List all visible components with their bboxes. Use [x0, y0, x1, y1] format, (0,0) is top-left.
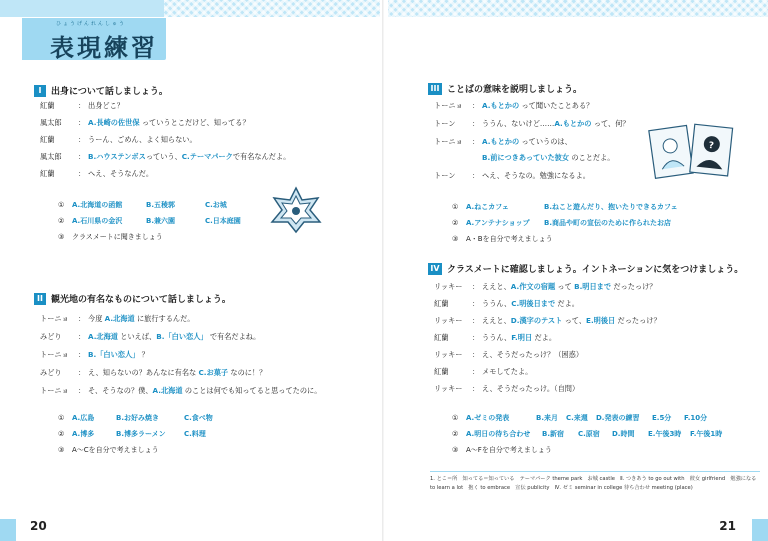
- option-b: B.ねこと遊んだり、抱いたりできるカフェ: [544, 203, 678, 211]
- section-3-heading: [428, 82, 582, 95]
- option-c: C.食べ物: [184, 414, 213, 422]
- section-4-heading: [428, 262, 743, 275]
- blank-highlight: D.漢字のテスト: [510, 316, 563, 325]
- top-band-pattern-right: [388, 0, 768, 17]
- section-4-badge: IV: [428, 263, 442, 275]
- blank-highlight: A.作文の宿題: [510, 282, 556, 291]
- blank-highlight: B.「白い恋人」: [156, 332, 208, 341]
- speaker: 紅蘭: [434, 333, 449, 342]
- speaker: 紅蘭: [40, 101, 55, 110]
- blank-highlight: B.前につきあっていた彼女: [482, 153, 570, 162]
- option-number: ②: [452, 219, 459, 227]
- title-ruby: ひょうげんれんしゅう: [56, 21, 127, 27]
- line-text: って、: [562, 316, 587, 325]
- line-text: っていう、: [145, 152, 182, 161]
- speaker: リッキー: [434, 282, 463, 291]
- option-number: ②: [58, 217, 65, 225]
- option-a: A.ゼミの発表: [466, 414, 510, 422]
- speaker: トーニョ: [434, 137, 463, 146]
- line-text: ？: [139, 350, 149, 359]
- blank-highlight: C.テーマパーク: [181, 152, 233, 161]
- option-number: ③: [58, 446, 65, 454]
- dialogue-line: 紅蘭 ： 出身どこ？: [40, 101, 124, 110]
- speaker: トーン: [434, 119, 456, 128]
- line-text: のことは何でも知ってると思ってたのに。: [182, 386, 322, 395]
- option-instruction: A・Bを自分で考えましょう: [466, 235, 553, 243]
- option-instruction: A〜Fを自分で考えましょう: [466, 446, 552, 454]
- dialogue-line: トーン ： ううん、ないけど……A.もとかの って、何？: [434, 119, 630, 128]
- line-text: へえ、そうなの。勉強になるよ。: [482, 171, 590, 180]
- top-band-edge: [0, 0, 164, 17]
- option-instruction: クラスメートに聞きましょう: [72, 233, 163, 241]
- option-number: ①: [452, 414, 459, 422]
- option-b: B.新宿: [542, 430, 564, 438]
- top-band-pattern-left: [164, 0, 380, 17]
- option-d: D.発表の練習: [596, 414, 640, 422]
- option-b: B.五稜郭: [146, 201, 175, 209]
- section-3-title: ことばの意味を説明しましょう。: [447, 85, 583, 95]
- option-d: D.時間: [612, 430, 635, 438]
- section-4-title: クラスメートに確認しましょう。イントネーションに気をつけましょう。: [447, 265, 744, 275]
- line-text: メモしてたよ。: [482, 367, 533, 376]
- dialogue-line: トーニョ ： A.もとかの って聞いたことある？: [434, 101, 594, 110]
- page-title: 表現練習: [50, 34, 158, 62]
- line-text: っていうとこだけど、知ってる？: [139, 118, 250, 127]
- line-text: え、知らないの？あんなに有名な: [88, 368, 199, 377]
- dialogue-line: 風太郎 ： A.長崎の佐世保 っていうとこだけど、知ってる？: [40, 118, 250, 127]
- dialogue-line: みどり ： え、知らないの？あんなに有名な C.お菓子 なのに！？: [40, 368, 267, 377]
- line-text: で有名なんだよ。: [232, 152, 291, 161]
- line-text: ううん、: [482, 333, 512, 342]
- speaker: 風太郎: [40, 152, 62, 161]
- section-1-heading: [34, 84, 168, 97]
- option-a: A.明日の待ち合わせ: [466, 430, 531, 438]
- option-number: ③: [452, 235, 459, 243]
- line-text: って: [555, 282, 575, 291]
- line-text: ええと、: [482, 316, 511, 325]
- option-e: E.午後3時: [648, 430, 682, 438]
- option-c: C.日本庭園: [205, 217, 241, 225]
- star-fort-illustration: [268, 186, 324, 234]
- section-1-badge: I: [34, 85, 46, 97]
- speaker: みどり: [40, 368, 62, 377]
- speaker: リッキー: [434, 350, 463, 359]
- blank-highlight: C.お菓子: [198, 368, 229, 377]
- line-text: うーん、ごめん、よく知らない。: [88, 135, 197, 144]
- line-text: なのに！？: [228, 368, 267, 377]
- dialogue-line: トーニョ ： A.もとかの っていうのは、: [434, 137, 572, 146]
- option-number: ②: [58, 430, 65, 438]
- speaker: 紅蘭: [40, 169, 55, 178]
- dialogue-line: [434, 152, 614, 163]
- blank-highlight: A.長崎の佐世保: [88, 118, 140, 127]
- option-number: ①: [452, 203, 459, 211]
- line-text: って、何？: [591, 119, 630, 128]
- option-a: A.アンテナショップ: [466, 219, 530, 227]
- title-block: [22, 18, 166, 60]
- option-f: F.午後1時: [690, 430, 723, 438]
- option-e: E.5分: [652, 414, 672, 422]
- option-a: A.石川県の金沢: [72, 217, 123, 225]
- line-text: え、そうだったっけ。（自問）: [482, 384, 580, 393]
- speaker: トーニョ: [40, 314, 69, 323]
- option-number: ②: [452, 430, 459, 438]
- line-text: だよ。: [555, 299, 579, 308]
- line-text: ええと、: [482, 282, 511, 291]
- option-c: C.料理: [184, 430, 206, 438]
- option-a: A.ねこカフェ: [466, 203, 509, 211]
- blank-highlight: B.「白い恋人」: [88, 350, 140, 359]
- option-c: C.お城: [205, 201, 227, 209]
- line-text: そ、そうなの？僕、: [88, 386, 153, 395]
- line-text: だったっけ？: [615, 316, 661, 325]
- option-a: A.博多: [72, 430, 95, 438]
- speaker: トーニョ: [434, 101, 463, 110]
- blank-highlight: A.もとかの: [482, 137, 520, 146]
- dialogue-line: 紅蘭 ： ううん、F.明日 だよ。: [434, 333, 557, 342]
- option-a: A.北海道の函館: [72, 201, 123, 209]
- option-b: B.来月: [536, 414, 558, 422]
- blank-highlight: C.明後日まで: [511, 299, 556, 308]
- speaker: リッキー: [434, 384, 463, 393]
- blank-highlight: A.もとかの: [482, 101, 520, 110]
- option-number: ①: [58, 201, 65, 209]
- option-c: C.原宿: [578, 430, 600, 438]
- blank-highlight: A.北海道: [152, 386, 183, 395]
- torn-photo-illustration: [648, 122, 734, 184]
- dialogue-line: トーン ： へえ、そうなの。勉強になるよ。: [434, 171, 590, 180]
- dialogue-line: 風太郎 ： B.ハウステンボスっていう、C.テーマパークで有名なんだよ。: [40, 152, 291, 161]
- dialogue-line: 紅蘭 ： へえ、そうなんだ。: [40, 169, 154, 178]
- option-b: B.お好み焼き: [116, 414, 159, 422]
- speaker: 紅蘭: [40, 135, 55, 144]
- line-text: だよ。: [532, 333, 557, 342]
- option-number: ③: [58, 233, 65, 241]
- option-a: A.広島: [72, 414, 95, 422]
- option-number: ①: [58, 414, 65, 422]
- blank-highlight: A.北海道: [88, 332, 118, 341]
- line-text: で有名だよね。: [207, 332, 261, 341]
- line-text: 出身どこ？: [88, 101, 124, 110]
- speaker: 紅蘭: [434, 299, 449, 308]
- speaker: トーン: [434, 171, 456, 180]
- speaker: リッキー: [434, 316, 463, 325]
- speaker: 風太郎: [40, 118, 62, 127]
- dialogue-line: リッキー ： ええと、A.作文の宿題 って B.明日まで だったっけ？: [434, 282, 657, 291]
- line-text: といえば、: [118, 332, 157, 341]
- blank-highlight: F.明日: [511, 333, 533, 342]
- section-2-badge: II: [34, 293, 46, 305]
- blank-highlight: B.明日まで: [574, 282, 612, 291]
- page-number-tab-right: [752, 519, 768, 541]
- page-number-left: 20: [30, 519, 47, 533]
- speaker: トーニョ: [40, 350, 69, 359]
- option-b: B.商品や町の宣伝のために作られたお店: [544, 219, 671, 227]
- line-text: のことだよ。: [569, 153, 615, 162]
- dialogue-line: 紅蘭 ： ううん、C.明後日まで だよ。: [434, 299, 579, 308]
- dialogue-line: 紅蘭 ： うーん、ごめん、よく知らない。: [40, 135, 197, 144]
- option-b: B.博多ラーメン: [116, 430, 166, 438]
- blank-highlight: A.もとかの: [554, 119, 592, 128]
- line-text: え、そうだったっけ？（困惑）: [482, 350, 584, 359]
- section-3-badge: III: [428, 83, 442, 95]
- svg-text:?: ?: [708, 140, 715, 152]
- speaker: みどり: [40, 332, 62, 341]
- dialogue-line: トーニョ ： 今度 A.北海道 に旅行するんだ。: [40, 314, 195, 323]
- line-text: ううん、: [482, 299, 512, 308]
- line-text: だったっけ？: [611, 282, 657, 291]
- page-number-right: 21: [719, 519, 736, 533]
- line-text: っていうのは、: [519, 137, 572, 146]
- line-text: 今度: [88, 314, 105, 323]
- option-f: F.10分: [684, 414, 708, 422]
- page-number-tab-left: [0, 519, 16, 541]
- option-b: B.兼六園: [146, 217, 175, 225]
- speaker: 紅蘭: [434, 367, 449, 376]
- blank-highlight: E.明後日: [586, 316, 616, 325]
- dialogue-line: 紅蘭 ： メモしてたよ。: [434, 367, 533, 376]
- dialogue-line: みどり ： A.北海道 といえば、B.「白い恋人」 で有名だよね。: [40, 332, 261, 341]
- section-2-heading: [34, 292, 231, 305]
- speaker: トーニョ: [40, 386, 69, 395]
- option-c: C.来週: [566, 414, 588, 422]
- section-1-title: 出身について話しましょう。: [51, 87, 168, 97]
- vocabulary-footnote: 1. とこ＝所 知ってる＝知っている テーマパーク theme park お城 castle Ⅱ. つきあう to go out with 彼女 girlfriend 勉強になる to learn a lot 抱く to embrace 宣伝 publicity Ⅳ. ゼミ seminar in college 待ち合わせ meeting (place): [430, 471, 760, 493]
- dialogue-line: リッキー ： ええと、D.漢字のテスト って、E.明後日 だったっけ？: [434, 316, 661, 325]
- dialogue-line: トーニョ ： B.「白い恋人」 ？: [40, 350, 149, 359]
- section-2-title: 観光地の有名なものについて話しましょう。: [51, 295, 231, 305]
- dialogue-line: リッキー ： え、そうだったっけ？（困惑）: [434, 350, 584, 359]
- line-text: へえ、そうなんだ。: [88, 169, 154, 178]
- line-text: ううん、ないけど……: [482, 119, 555, 128]
- line-text: に旅行するんだ。: [134, 314, 195, 323]
- line-text: って聞いたことある？: [519, 101, 594, 110]
- dialogue-line: トーニョ ： そ、そうなの？僕、A.北海道 のことは何でも知ってると思ってたのに。: [40, 386, 322, 395]
- option-number: ③: [452, 446, 459, 454]
- dialogue-line: リッキー ： え、そうだったっけ。（自問）: [434, 384, 580, 393]
- blank-highlight: B.ハウステンボス: [88, 152, 146, 161]
- blank-highlight: A.北海道: [104, 314, 135, 323]
- option-instruction: A〜Cを自分で考えましょう: [72, 446, 159, 454]
